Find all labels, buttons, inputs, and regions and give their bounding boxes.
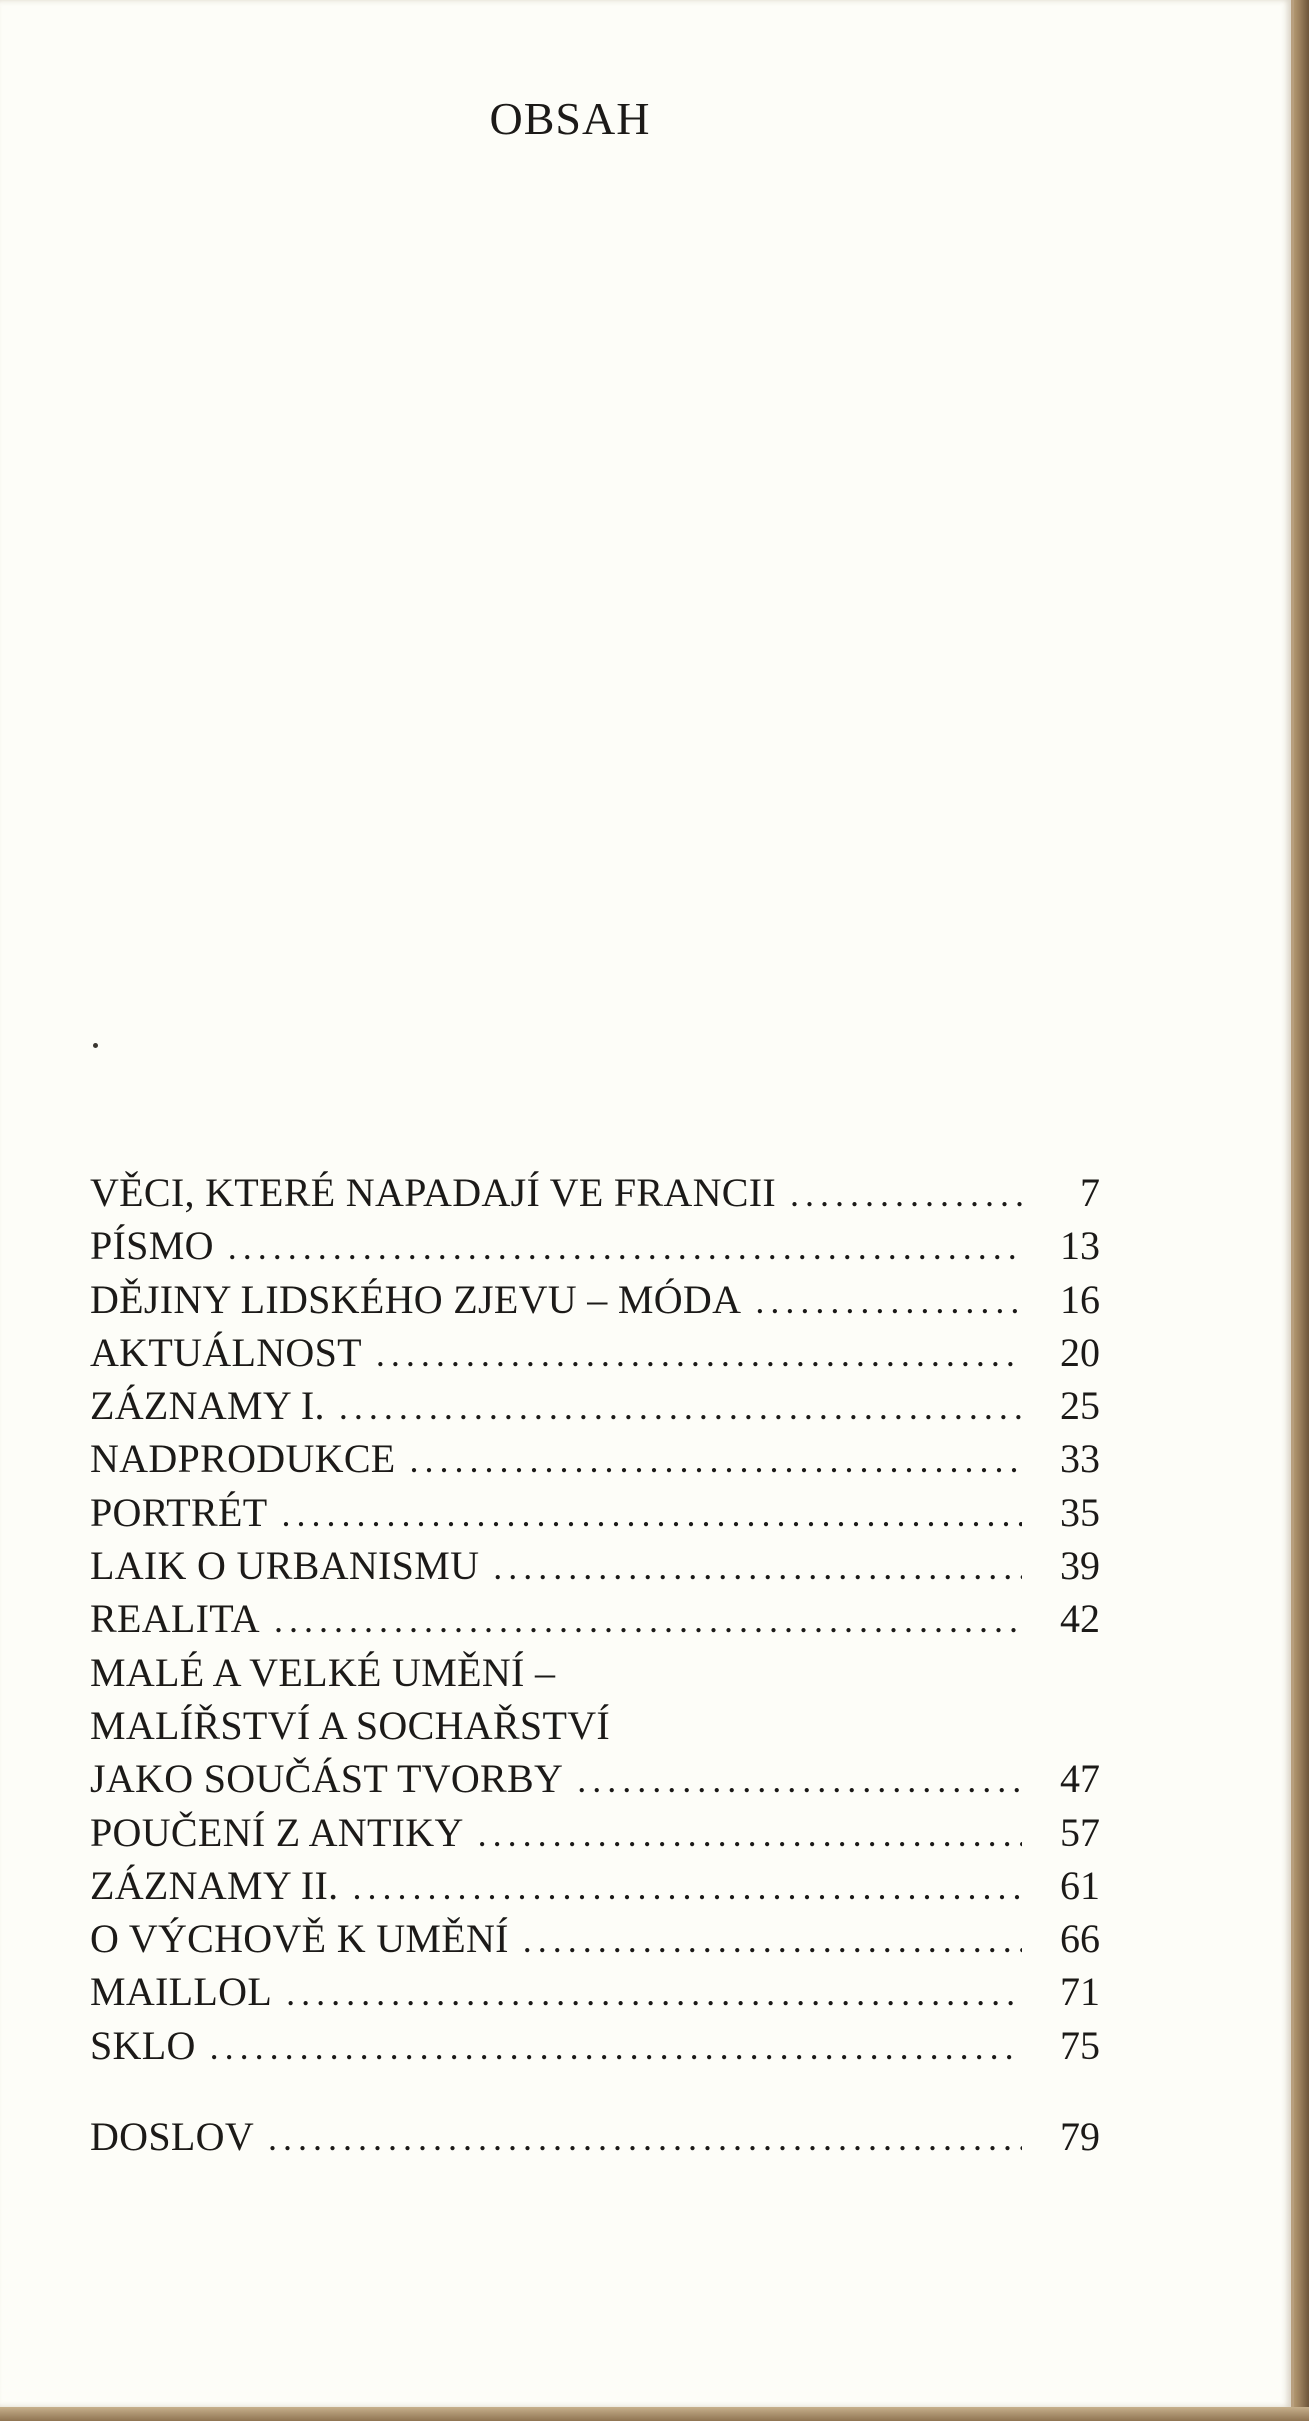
- toc-entry-continued: [90, 1646, 1100, 1699]
- toc-entry: [90, 1326, 1100, 1379]
- toc-entry-page: 33: [1060, 1436, 1100, 1482]
- toc-entry-page: 61: [1060, 1862, 1100, 1908]
- paper-speck: [93, 1043, 98, 1048]
- toc-entry: [90, 1539, 1100, 1592]
- dot-leader: [577, 1754, 1022, 1807]
- toc-entry: [90, 2110, 1100, 2163]
- toc-entry: [90, 1965, 1100, 2018]
- toc-entry-title: REALITA: [90, 1596, 260, 1642]
- toc-entry-page: 79: [1060, 2114, 1100, 2160]
- toc-entry-page: 57: [1060, 1809, 1100, 1855]
- dot-leader: [478, 1808, 1022, 1861]
- toc-entry-title: PORTRÉT: [90, 1489, 268, 1535]
- toc-entry-title: NADPRODUKCE: [90, 1436, 396, 1482]
- dot-leader: [210, 2021, 1022, 2074]
- table-of-contents: [90, 1166, 1100, 2163]
- toc-entry-page: 71: [1060, 1969, 1100, 2015]
- toc-entry-title: AKTUÁLNOST: [90, 1329, 362, 1375]
- toc-entry-title: VĚCI, KTERÉ NAPADAJÍ VE FRANCII: [90, 1170, 776, 1215]
- dot-leader: [282, 1488, 1023, 1541]
- toc-entry: [90, 1912, 1100, 1965]
- dot-leader: [268, 2112, 1022, 2165]
- toc-entry: [90, 1486, 1100, 1539]
- toc-entry-page: 25: [1060, 1383, 1100, 1429]
- toc-entry: [90, 2019, 1100, 2072]
- toc-entry: [90, 1752, 1100, 1805]
- toc-entry: [90, 1273, 1100, 1326]
- toc-entry-page: 47: [1060, 1756, 1100, 1802]
- toc-entry: [90, 1592, 1100, 1645]
- toc-entry-title: MALÍŘSTVÍ A SOCHAŘSTVÍ: [90, 1702, 610, 1748]
- dot-leader: [523, 1914, 1022, 1967]
- page-title: OBSAH: [489, 93, 651, 144]
- toc-entry-title: DĚJINY LIDSKÉHO ZJEVU – MÓDA: [90, 1276, 742, 1322]
- dot-leader: [410, 1434, 1022, 1487]
- toc-entry-continued: [90, 1699, 1100, 1752]
- toc-entry-title: JAKO SOUČÁST TVORBY: [90, 1756, 564, 1802]
- dot-leader: [274, 1594, 1022, 1647]
- book-bottom-edge: [0, 2407, 1309, 2421]
- toc-entry-page: 20: [1060, 1329, 1100, 1375]
- dot-leader: [376, 1328, 1022, 1381]
- toc-entry-title: O VÝCHOVĚ K UMĚNÍ: [90, 1916, 509, 1962]
- toc-entry: [90, 1219, 1100, 1272]
- toc-entry-page: 16: [1060, 1276, 1100, 1322]
- toc-entry-page: 75: [1060, 2022, 1100, 2068]
- toc-entry-title: MAILLOL: [90, 1969, 273, 2015]
- toc-entry-title: MALÉ A VELKÉ UMĚNÍ –: [90, 1649, 556, 1695]
- dot-leader: [352, 1861, 1022, 1914]
- toc-entry-title: LAIK O URBANISMU: [90, 1543, 480, 1589]
- toc-entry-title: SKLO: [90, 2022, 196, 2068]
- dot-leader: [339, 1381, 1022, 1434]
- toc-entry-page: 7: [1080, 1170, 1100, 1215]
- toc-entry-title: PÍSMO: [90, 1223, 214, 1269]
- toc-entry-page: 39: [1060, 1543, 1100, 1589]
- toc-entry-title: DOSLOV: [90, 2114, 255, 2160]
- dot-leader: [228, 1221, 1022, 1274]
- dot-leader: [493, 1541, 1022, 1594]
- toc-entry-page: 13: [1060, 1223, 1100, 1269]
- toc-entry-page: 66: [1060, 1916, 1100, 1962]
- toc-entry-title: POUČENÍ Z ANTIKY: [90, 1809, 464, 1855]
- toc-entry-title: ZÁZNAMY II.: [90, 1862, 339, 1908]
- dot-leader: [790, 1168, 1022, 1221]
- toc-entry: [90, 1806, 1100, 1859]
- toc-entry-page: 35: [1060, 1489, 1100, 1535]
- toc-entry-page: 42: [1060, 1596, 1100, 1642]
- toc-entry: [90, 1166, 1100, 1219]
- dot-leader: [286, 1967, 1022, 2020]
- book-edge: [1294, 0, 1309, 2421]
- toc-entry: [90, 1379, 1100, 1432]
- toc-entry: [90, 1859, 1100, 1912]
- toc-entry: [90, 1432, 1100, 1485]
- toc-entry-title: ZÁZNAMY I.: [90, 1383, 325, 1429]
- dot-leader: [755, 1275, 1022, 1328]
